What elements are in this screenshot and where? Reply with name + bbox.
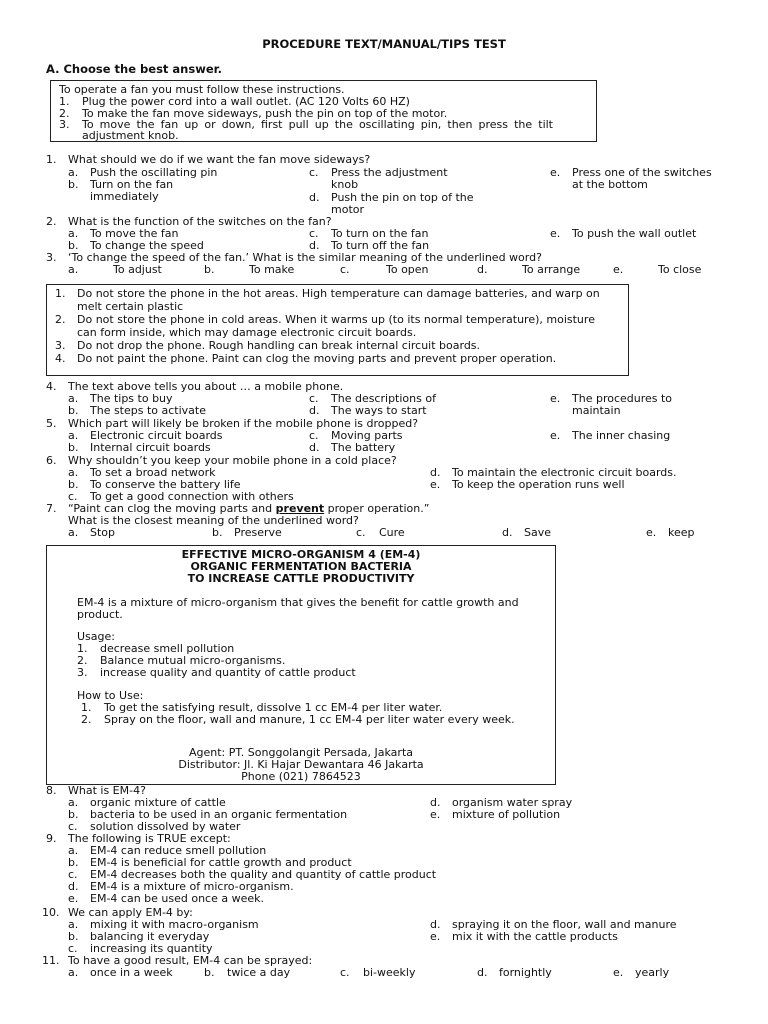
question-text: What is EM-4? (68, 784, 146, 797)
option-letter: b. (68, 239, 79, 252)
box-heading: TO INCREASE CATTLE PRODUCTIVITY (187, 572, 415, 585)
option-text: To adjust (113, 263, 162, 276)
agent-info: Agent: PT. Songgolangit Persada, Jakarta (189, 746, 413, 759)
option-letter: b. (204, 966, 215, 979)
option-text: To get a good connection with others (90, 490, 294, 503)
question-number: 4. (46, 380, 57, 393)
option-letter: e. (430, 808, 441, 821)
option-letter: e. (430, 930, 441, 943)
fan-instructions-box (50, 80, 597, 142)
option-text: mixing it with macro-organism (90, 918, 259, 931)
option-letter: b. (68, 178, 79, 191)
question-text: Why shouldn’t you keep your mobile phone in a cold place? (68, 454, 397, 467)
option-text: To maintain the electronic circuit boards. (452, 466, 677, 479)
list-number: 3. (55, 339, 66, 352)
option-text: The steps to activate (90, 404, 207, 417)
option-letter: e. (550, 166, 561, 179)
option-letter: b. (68, 808, 79, 821)
question-text: The text above tells you about … a mobile phone. (68, 380, 344, 393)
option-letter: a. (68, 918, 79, 931)
question-number: 6. (46, 454, 57, 467)
option-text: immediately (90, 190, 159, 203)
option-letter: c. (309, 429, 319, 442)
list-item: To move the fan up or down, first pull up the oscillating pin, then press the tilt (82, 118, 553, 131)
option-text: keep (668, 526, 695, 539)
question-number: 10. (42, 906, 60, 919)
option-text: To conserve the battery life (90, 478, 241, 491)
question-text: What is the closest meaning of the underlined word? (68, 514, 359, 527)
option-letter: e. (550, 392, 561, 405)
option-letter: d. (68, 880, 79, 893)
question-text: We can apply EM-4 by: (68, 906, 193, 919)
question-number: 11. (42, 954, 60, 967)
subheading: Usage: (77, 630, 115, 643)
option-text: Turn on the fan (90, 178, 174, 191)
question-number: 1. (46, 153, 57, 166)
option-letter: a. (68, 796, 79, 809)
option-text: once in a week (90, 966, 173, 979)
option-text: bacteria to be used in an organic fermentation (90, 808, 348, 821)
option-text: fornightly (499, 966, 552, 979)
option-letter: a. (68, 966, 79, 979)
list-number: 1. (77, 642, 88, 655)
list-number: 1. (59, 95, 70, 108)
question-text-part: “Paint can clog the moving parts and (68, 502, 276, 515)
option-text: Cure (379, 526, 405, 539)
list-item: decrease smell pollution (100, 642, 235, 655)
option-text: at the bottom (572, 178, 648, 191)
list-item: increase quality and quantity of cattle product (100, 666, 356, 679)
section-heading: A. Choose the best answer. (46, 62, 223, 76)
option-text: To push the wall outlet (572, 227, 697, 240)
question-number: 8. (46, 784, 57, 797)
list-number: 2. (59, 107, 70, 120)
list-item-continuation: melt certain plastic (77, 300, 184, 313)
option-text: mix it with the cattle products (452, 930, 618, 943)
option-text: bi-weekly (363, 966, 416, 979)
option-letter: e. (613, 966, 624, 979)
option-letter: a. (68, 466, 79, 479)
option-letter: b. (68, 404, 79, 417)
option-letter: e. (550, 429, 561, 442)
option-text: EM-4 is a mixture of micro-organism. (90, 880, 294, 893)
option-letter: d. (309, 191, 320, 204)
option-letter: b. (212, 526, 223, 539)
option-text: spraying it on the floor, wall and manure (452, 918, 677, 931)
option-letter: d. (309, 441, 320, 454)
option-letter: a. (68, 166, 79, 179)
option-text: Save (524, 526, 552, 539)
option-letter: d. (430, 466, 441, 479)
option-text: Press one of the switches (572, 166, 712, 179)
list-item: Do not store the phone in cold areas. When it warms up (to its normal temperature), moisture (77, 313, 595, 326)
option-letter: c. (68, 820, 78, 833)
option-text: The inner chasing (572, 429, 671, 442)
option-letter: b. (68, 930, 79, 943)
list-item: Do not paint the phone. Paint can clog the moving parts and prevent proper operation. (77, 352, 557, 365)
list-item: Balance mutual micro-organisms. (100, 654, 286, 667)
phone-info: Phone (021) 7864523 (241, 770, 361, 783)
option-text: mixture of pollution (452, 808, 561, 821)
option-text: Stop (90, 526, 116, 539)
option-letter: c. (340, 966, 350, 979)
option-letter: d. (309, 239, 320, 252)
question-text: To have a good result, EM-4 can be sprayed: (68, 954, 313, 967)
option-text: Electronic circuit boards (90, 429, 223, 442)
option-letter: c. (309, 392, 319, 405)
option-letter: b. (68, 478, 79, 491)
option-text: EM-4 is beneficial for cattle growth and product (90, 856, 352, 869)
underlined-word: prevent (275, 502, 325, 515)
option-text: EM-4 decreases both the quality and quantity of cattle product (90, 868, 437, 881)
list-item: Plug the power cord into a wall outlet. (AC 120 Volts 60 HZ) (82, 95, 410, 108)
question-number: 3. (46, 251, 57, 264)
option-text: EM-4 can be used once a week. (90, 892, 265, 905)
option-text: maintain (572, 404, 621, 417)
list-number: 1. (81, 701, 92, 714)
option-text: The battery (331, 441, 396, 454)
option-text: To open (386, 263, 429, 276)
option-letter: d. (430, 796, 441, 809)
option-text: To set a broad network (90, 466, 216, 479)
option-text: Internal circuit boards (90, 441, 211, 454)
distributor-info: Distributor: Jl. Ki Hajar Dewantara 46 Jakarta (178, 758, 424, 771)
list-item: To get the satisfying result, dissolve 1 cc EM-4 per liter water. (104, 701, 443, 714)
option-text: yearly (635, 966, 670, 979)
option-letter: a. (68, 392, 79, 405)
list-number: 2. (77, 654, 88, 667)
question-number: 9. (46, 832, 57, 845)
option-letter: b. (204, 263, 215, 276)
subheading: How to Use: (77, 689, 144, 702)
option-text: To keep the operation runs well (452, 478, 625, 491)
option-text: The procedures to (572, 392, 673, 405)
option-letter: e. (550, 227, 561, 240)
option-text: EM-4 can reduce smell pollution (90, 844, 267, 857)
box-intro: To operate a fan you must follow these instructions. (59, 83, 345, 96)
option-text: The tips to buy (90, 392, 173, 405)
list-number: 3. (77, 666, 88, 679)
option-text: Push the oscillating pin (90, 166, 218, 179)
option-letter: a. (68, 227, 79, 240)
box-heading: EFFECTIVE MICRO-ORGANISM 4 (EM-4) (181, 548, 421, 561)
option-letter: d. (477, 263, 488, 276)
option-text: motor (331, 203, 365, 216)
question-text: Which part will likely be broken if the mobile phone is dropped? (68, 417, 419, 430)
list-item-continuation: adjustment knob. (82, 129, 179, 142)
list-item: Do not drop the phone. Rough handling can break internal circuit boards. (77, 339, 481, 352)
list-number: 2. (55, 313, 66, 326)
option-letter: c. (68, 868, 78, 881)
question-text-part: proper operation.” (324, 502, 430, 515)
option-text: Preserve (234, 526, 282, 539)
paragraph: product. (77, 608, 123, 621)
option-text: organic mixture of cattle (90, 796, 226, 809)
list-item: To make the fan move sideways, push the pin on top of the motor. (82, 107, 448, 120)
option-text: knob (331, 178, 359, 191)
em4-text-box (46, 545, 556, 785)
question-number: 2. (46, 215, 57, 228)
option-letter: d. (309, 404, 320, 417)
option-text: To turn on the fan (331, 227, 429, 240)
option-letter: e. (430, 478, 441, 491)
option-text: To close (658, 263, 702, 276)
paragraph: EM-4 is a mixture of micro-organism that gives the benefit for cattle growth and (77, 596, 519, 609)
list-number: 4. (55, 352, 66, 365)
option-text: The ways to start (331, 404, 427, 417)
question-text: The following is TRUE except: (68, 832, 231, 845)
option-text: Press the adjustment (331, 166, 448, 179)
option-letter: e. (68, 892, 79, 905)
question-number: 7. (46, 502, 57, 515)
question-text: ‘To change the speed of the fan.’ What is the similar meaning of the underlined word? (68, 251, 542, 264)
question-text: What should we do if we want the fan move sideways? (68, 153, 371, 166)
option-text: To turn off the fan (331, 239, 430, 252)
option-text: To arrange (522, 263, 581, 276)
option-text: balancing it everyday (90, 930, 210, 943)
option-text: twice a day (227, 966, 291, 979)
option-text: Push the pin on top of the (331, 191, 474, 204)
option-text: increasing its quantity (90, 942, 213, 955)
list-number: 1. (55, 287, 66, 300)
option-text: solution dissolved by water (90, 820, 241, 833)
option-letter: d. (477, 966, 488, 979)
option-text: Moving parts (331, 429, 403, 442)
option-letter: c. (309, 227, 319, 240)
question-text: What is the function of the switches on the fan? (68, 215, 332, 228)
list-number: 3. (59, 118, 70, 131)
option-letter: a. (68, 429, 79, 442)
option-letter: c. (340, 263, 350, 276)
option-letter: e. (646, 526, 657, 539)
option-text: organism water spray (452, 796, 573, 809)
option-letter: b. (68, 441, 79, 454)
option-letter: c. (68, 490, 78, 503)
list-item: Spray on the floor, wall and manure, 1 cc EM-4 per liter water every week. (104, 713, 515, 726)
phone-tips-box (46, 284, 629, 376)
option-letter: b. (68, 856, 79, 869)
option-text: To change the speed (90, 239, 204, 252)
box-heading: ORGANIC FERMENTATION BACTERIA (190, 560, 412, 573)
option-text: The descriptions of (331, 392, 436, 405)
page-title: PROCEDURE TEXT/MANUAL/TIPS TEST (262, 37, 506, 51)
question-number: 5. (46, 417, 57, 430)
option-letter: d. (430, 918, 441, 931)
option-letter: d. (502, 526, 513, 539)
option-letter: c. (68, 942, 78, 955)
option-letter: a. (68, 526, 79, 539)
option-letter: e. (613, 263, 624, 276)
option-letter: a. (68, 263, 79, 276)
list-item-continuation: can form inside, which may damage electronic circuit boards. (77, 326, 417, 339)
option-letter: c. (356, 526, 366, 539)
option-letter: c. (309, 166, 319, 179)
option-letter: a. (68, 844, 79, 857)
list-item: Do not store the phone in the hot areas. High temperature can damage batteries, and warp on (77, 287, 600, 300)
option-text: To make (249, 263, 295, 276)
option-text: To move the fan (90, 227, 179, 240)
list-number: 2. (81, 713, 92, 726)
